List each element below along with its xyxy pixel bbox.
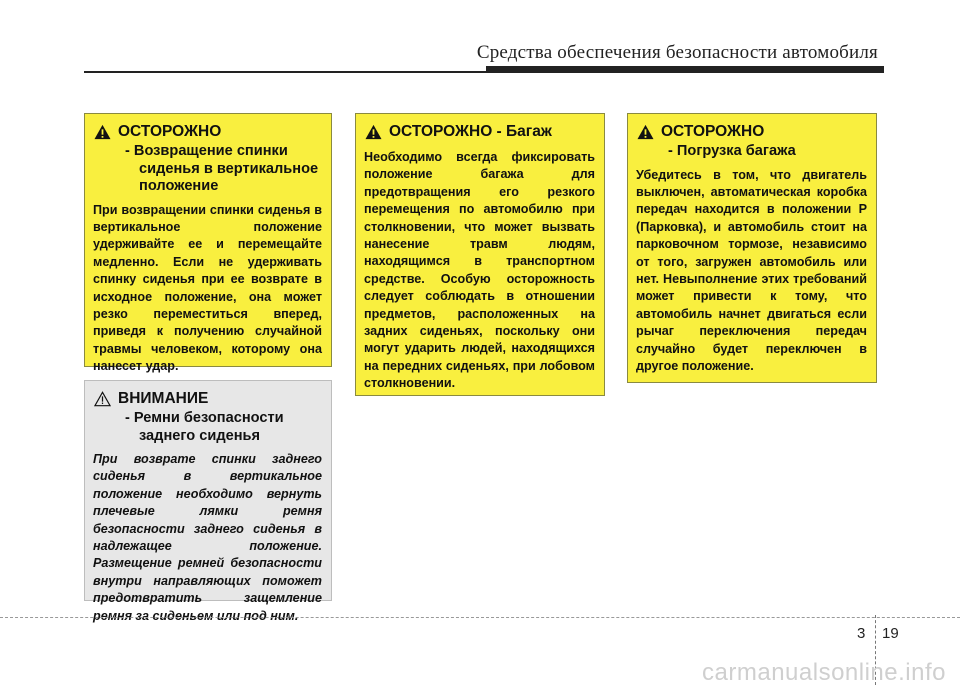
caution-triangle-icon — [93, 391, 112, 407]
warning-body: Убедитесь в том, что двигатель выключен, автоматическая коробка передач находится в положении P (Парковка), и автомобиль стоит на парковочном тормозе, независимо от того, загружен автомобиль или нет. Невыполнение этих требований может привести к тому, что автомобиль начнет двигаться если рычаг переключения передач случайно будет переключен в другое положение. — [636, 167, 867, 373]
warning-heading — [364, 123, 595, 141]
footer-rule — [0, 617, 960, 618]
warning-box-seatback — [84, 113, 332, 374]
caution-heading — [93, 390, 322, 408]
header-rule-accent — [486, 66, 884, 72]
warning-heading-text: ОСТОРОЖНО — [661, 123, 765, 140]
page-header-title: Средства обеспечения безопасности автомобиля — [476, 42, 878, 63]
watermark: carmanualsonline.info — [702, 659, 946, 686]
warning-triangle-icon — [636, 124, 655, 140]
caution-subtitle-1: - Ремни безопасности — [125, 410, 284, 426]
section-number: 3 — [857, 625, 866, 642]
page-number: 19 — [882, 625, 899, 642]
caution-body: При возврате спинки заднего сиденья в вертикальное положение необходимо вернуть плечевые лямки ремня безопасности заднего сиденья в надлежащее положение. Размещение ремней безопасности внутри направляющих поможет предотвратить защемление ремня за сиденьем или под ним. — [93, 452, 322, 623]
warning-heading — [93, 123, 322, 141]
warning-subtitle-1: - Возвращение спинки — [125, 143, 288, 159]
warning-heading-text: ОСТОРОЖНО - Багаж — [389, 123, 552, 140]
warning-subtitle-2: сиденья в вертикальное — [139, 160, 319, 177]
warning-body: Необходимо всегда фиксировать положение багажа для предотвращения его резкого перемещения по автомобилю при столкновении, что может вызвать нанесение травм людям, находящимся в транспортном средстве. Особую осторожность следует соблюдать в отношении предметов, расположенных на задних сиденьях, поскольку они могут ударить людей, находящихся на передних сиденьях, при лобовом столкновении. — [364, 150, 595, 391]
warning-subtitle-1: - Погрузка багажа — [668, 143, 796, 159]
warning-subtitle-3: положение — [139, 178, 219, 194]
warning-body: При возвращении спинки сиденья в вертикальное положение удерживайте ее и перемещайте медленно. Если не удерживать спинку сиденья при ее возврате в исходное положение, она может резко переместиться вперед, приведя к получению случайной травмы человеком, которому она нанесет удар. — [93, 202, 322, 374]
warning-heading — [636, 123, 867, 141]
warning-box-loading — [627, 113, 877, 383]
caution-heading-text: ВНИМАНИЕ — [118, 390, 209, 407]
caution-box-rear-belts — [84, 380, 332, 623]
warning-triangle-icon — [93, 124, 112, 140]
caution-subtitle-2: заднего сиденья — [139, 427, 260, 444]
warning-triangle-icon — [364, 124, 383, 140]
warning-heading-text: ОСТОРОЖНО — [118, 123, 222, 140]
warning-box-luggage — [355, 113, 605, 396]
